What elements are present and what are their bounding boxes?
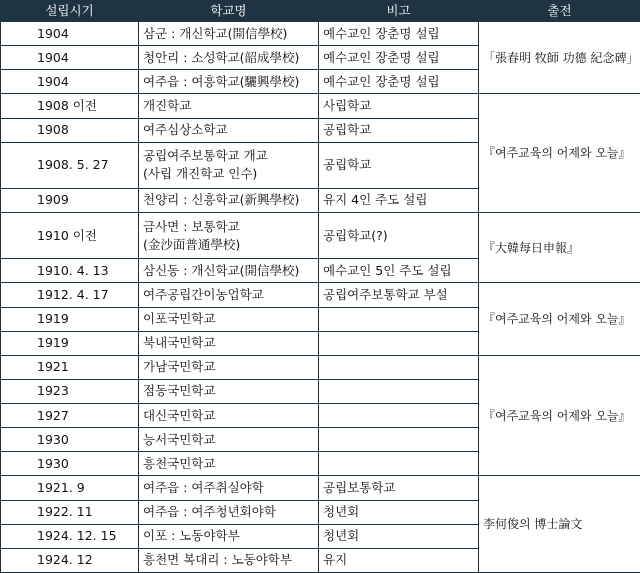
school-cell: 여주공립간이농업학교 xyxy=(139,283,319,307)
school-cell: 흥천국민학교 xyxy=(139,452,319,476)
year-cell: 1908 xyxy=(1,118,139,142)
school-cell xyxy=(139,213,319,259)
year-cell: 1921 xyxy=(1,355,139,379)
note-cell: 사립학교 xyxy=(319,94,479,118)
year-cell: 1924. 12 xyxy=(1,548,139,572)
school-cell: 이포국민학교 xyxy=(139,307,319,331)
note-cell: 예수교인 5인 주도 설립 xyxy=(319,259,479,283)
school-cell: 여주읍 : 여주취실야학 xyxy=(139,476,319,500)
year-cell: 1924. 12. 15 xyxy=(1,524,139,548)
year-cell: 1927 xyxy=(1,404,139,428)
note-cell xyxy=(319,307,479,331)
note-cell: 공립학교 xyxy=(319,118,479,142)
table-row xyxy=(1,213,640,259)
school-cell: 북내국민학교 xyxy=(139,331,319,355)
school-line: (사립 개진학교 인수) xyxy=(143,166,258,182)
school-cell: 여주읍 : 여흥학교(驪興學校) xyxy=(139,70,319,94)
school-cell: 개진학교 xyxy=(139,94,319,118)
school-line: 금사면 : 보통학교 xyxy=(143,218,240,234)
note-cell xyxy=(319,452,479,476)
school-cell: 이포 : 노동야학부 xyxy=(139,524,319,548)
note-cell: 공립학교(?) xyxy=(319,213,479,259)
table-row xyxy=(1,94,640,118)
year-cell: 1923 xyxy=(1,379,139,403)
source-cell: 李何俊의 博士論文 xyxy=(479,476,640,573)
school-cell xyxy=(139,142,319,188)
table-row xyxy=(1,283,640,307)
year-cell: 1910. 4. 13 xyxy=(1,259,139,283)
source-cell: 『여주교육의 어제와 오늘』 xyxy=(479,355,640,476)
school-cell: 점동국민학교 xyxy=(139,379,319,403)
note-cell xyxy=(319,379,479,403)
year-cell: 1930 xyxy=(1,452,139,476)
header-note: 비고 xyxy=(319,1,479,22)
year-cell: 1904 xyxy=(1,46,139,70)
table-row xyxy=(1,22,640,46)
year-cell: 1909 xyxy=(1,188,139,212)
header-source: 출전 xyxy=(479,1,640,22)
note-cell: 예수교인 장춘명 설립 xyxy=(319,46,479,70)
year-cell: 1910 이전 xyxy=(1,213,139,259)
note-cell xyxy=(319,428,479,452)
year-cell: 1930 xyxy=(1,428,139,452)
note-cell xyxy=(319,404,479,428)
school-cell: 청안리 : 소성학교(韶成學校) xyxy=(139,46,319,70)
school-cell: 여주읍 : 여주청년회야학 xyxy=(139,500,319,524)
note-cell: 공립여주보통학교 부설 xyxy=(319,283,479,307)
header-school: 학교명 xyxy=(139,1,319,22)
header-year: 설립시기 xyxy=(1,1,139,22)
note-cell: 청년회 xyxy=(319,500,479,524)
year-cell: 1904 xyxy=(1,70,139,94)
note-cell: 예수교인 장춘명 설립 xyxy=(319,70,479,94)
note-cell xyxy=(319,355,479,379)
note-cell: 유지 xyxy=(319,548,479,572)
year-cell: 1922. 11 xyxy=(1,500,139,524)
source-cell: 『여주교육의 어제와 오늘』 xyxy=(479,283,640,355)
school-cell: 삼군 : 개신학교(開信學校) xyxy=(139,22,319,46)
school-line: (金沙面普通學校) xyxy=(143,236,241,252)
note-cell: 청년회 xyxy=(319,524,479,548)
note-cell xyxy=(319,331,479,355)
table-row xyxy=(1,355,640,379)
year-cell: 1908. 5. 27 xyxy=(1,142,139,188)
year-cell: 1912. 4. 17 xyxy=(1,283,139,307)
school-cell: 가남국민학교 xyxy=(139,355,319,379)
school-line: 공립여주보통학교 개교 xyxy=(143,148,268,164)
school-cell: 대신국민학교 xyxy=(139,404,319,428)
year-cell: 1908 이전 xyxy=(1,94,139,118)
note-cell: 공립보통학교 xyxy=(319,476,479,500)
school-cell: 천양리 : 신흥학교(新興學校) xyxy=(139,188,319,212)
school-cell: 삼신동 : 개신학교(開信學校) xyxy=(139,259,319,283)
year-cell: 1919 xyxy=(1,307,139,331)
year-cell: 1919 xyxy=(1,331,139,355)
note-cell: 유지 4인 주도 설립 xyxy=(319,188,479,212)
school-cell: 흥천면 복대리 : 노동야학부 xyxy=(139,548,319,572)
note-cell: 공립학교 xyxy=(319,142,479,188)
year-cell: 1921. 9 xyxy=(1,476,139,500)
header-row xyxy=(1,1,640,22)
year-cell: 1904 xyxy=(1,22,139,46)
source-cell: 『여주교육의 어제와 오늘』 xyxy=(479,94,640,213)
school-cell: 능서국민학교 xyxy=(139,428,319,452)
note-cell: 예수교인 장춘명 설립 xyxy=(319,22,479,46)
table-row xyxy=(1,476,640,500)
source-cell: 『大韓每日申報』 xyxy=(479,213,640,283)
school-cell: 여주심상소학교 xyxy=(139,118,319,142)
source-cell: 「張春明 牧師 功德 紀念碑」 xyxy=(479,22,640,94)
